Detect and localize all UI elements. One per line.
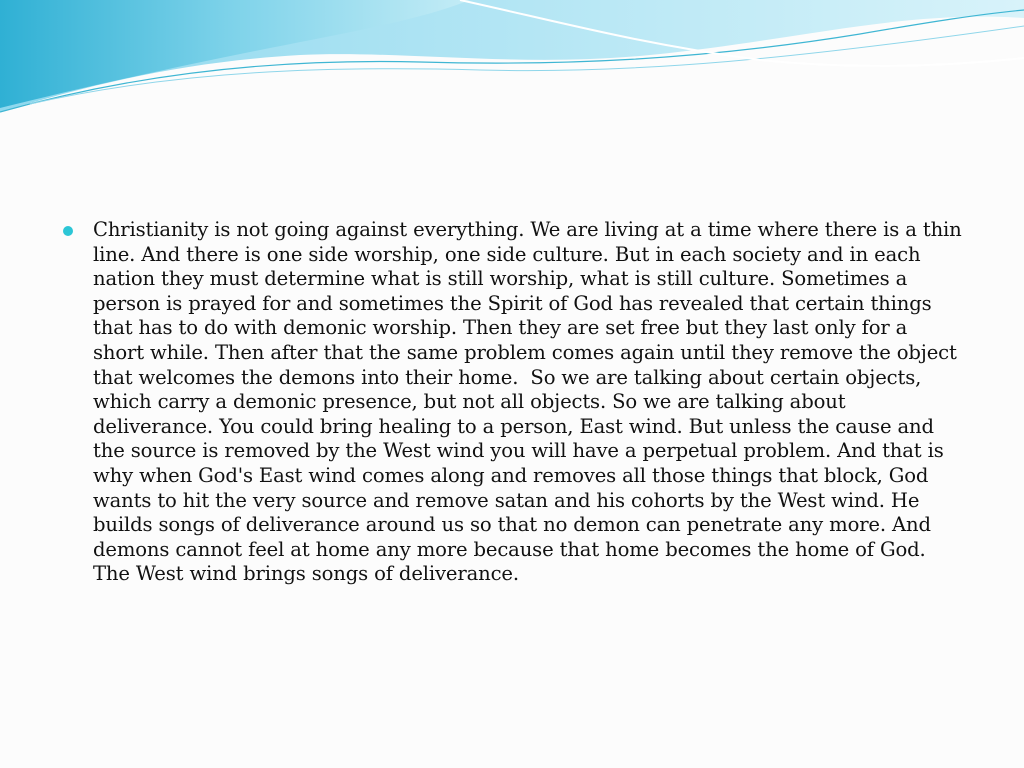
slide-body xyxy=(62,218,968,587)
header-wave-decoration xyxy=(0,0,1024,130)
bullet-text: Christianity is not going against everything. We are living at a time where there is a thin line. And there is one side worship, one side culture. But in each society and in each nation they must determine what is still worship, what is still culture. Sometimes a person is prayed for and sometimes the Spirit of God has revealed that certain things that has to do with demonic worship. Then they are set free but they last only for a short while. Then after that the same problem comes again until they remove the object that welcomes the demons into their home. So we are talking about certain objects, which carry a demonic presence, but not all objects. So we are talking about deliverance. You could bring healing to a person, East wind. But unless the cause and the source is removed by the West wind you will have a perpetual problem. And that is why when God's East wind comes along and removes all those things that block, God wants to hit the very source and remove satan and his cohorts by the West wind. He builds songs of deliverance around us so that no demon can penetrate any more. And demons cannot feel at home any more because that home becomes the home of God. The West wind brings songs of deliverance. xyxy=(93,218,968,586)
bullet-item xyxy=(62,218,968,587)
bullet-dot-icon xyxy=(63,226,73,236)
